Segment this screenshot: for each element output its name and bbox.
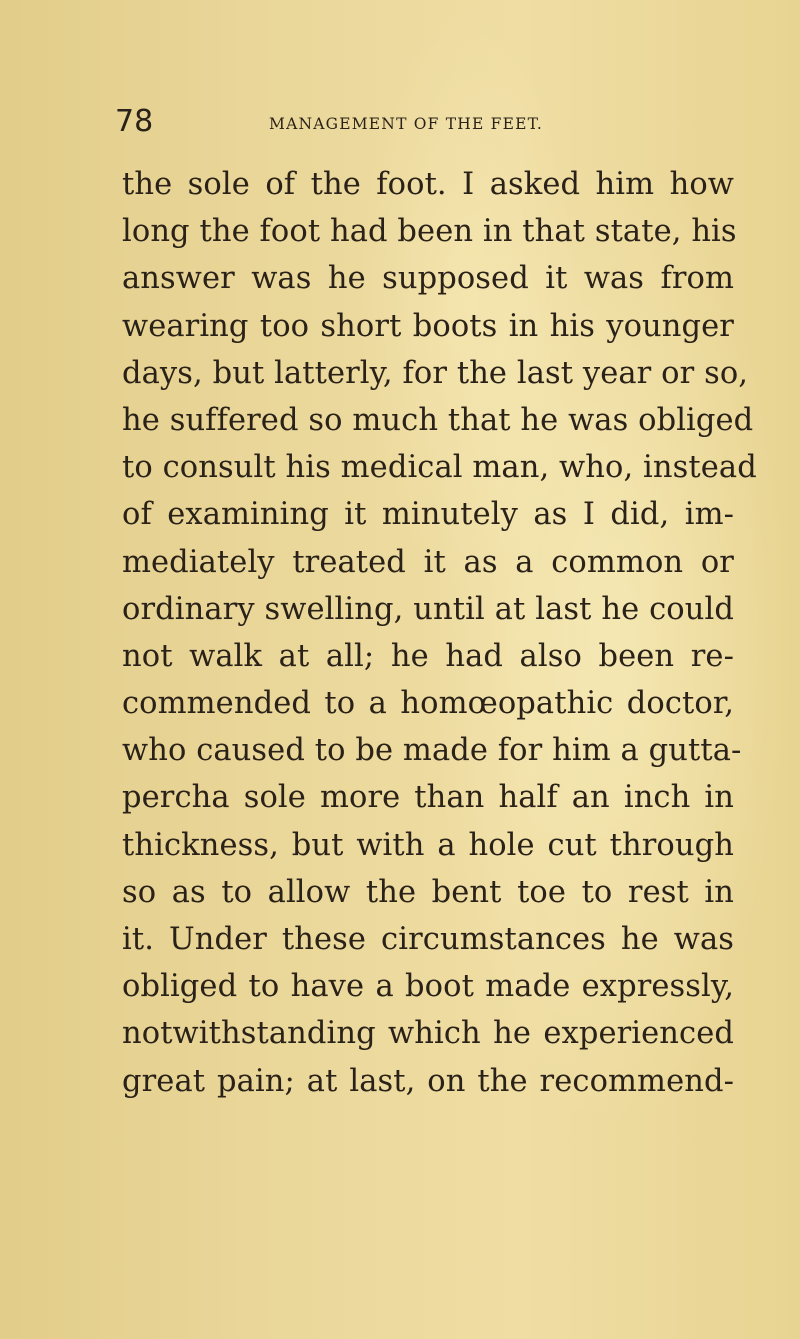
text-line: it. Under these circumstances he was <box>122 922 734 957</box>
text-line: the sole of the foot. I asked him how <box>122 167 734 202</box>
text-line: he suffered so much that he was obliged <box>122 402 754 438</box>
page-header <box>115 104 715 144</box>
text-line: great pain; at last, on the recommend- <box>122 1063 734 1099</box>
body-text <box>122 161 757 1105</box>
text-line: notwithstanding which he experienced <box>122 1016 734 1052</box>
text-line: days, but latterly, for the last year or so, <box>122 355 749 391</box>
text-line: to consult his medical man, who, instead <box>122 450 757 486</box>
text-line: thickness, but with a hole cut through <box>122 827 734 863</box>
text-line: percha sole more than half an inch in <box>122 780 734 816</box>
running-head: MANAGEMENT OF THE FEET. <box>269 115 543 133</box>
text-line: not walk at all; he had also been re- <box>122 638 734 674</box>
text-line: mediately treated it as a common or <box>122 544 734 580</box>
text-line: who caused to be made for him a gutta- <box>122 733 742 769</box>
text-line: long the foot had been in that state, his <box>122 214 737 250</box>
text-line: so as to allow the bent toe to rest in <box>122 874 734 910</box>
text-line: obliged to have a boot made expressly, <box>122 969 734 1005</box>
page-number: 78 <box>115 104 154 139</box>
text-line: answer was he supposed it was from <box>122 261 734 297</box>
text-line: of examining it minutely as I did, im- <box>122 497 734 533</box>
text-line: commended to a homœopathic doctor, <box>122 686 734 722</box>
text-line: ordinary swelling, until at last he could <box>122 591 734 627</box>
text-line: wearing too short boots in his younger <box>122 308 734 344</box>
